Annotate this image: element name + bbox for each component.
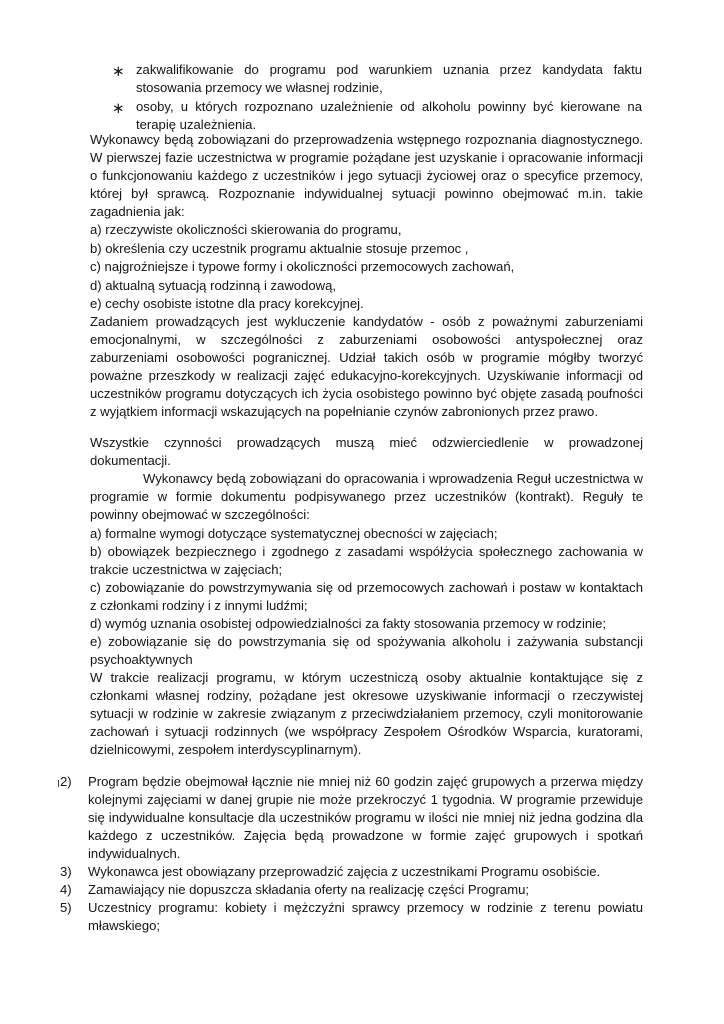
documentation-paragraph: Wszystkie czynności prowadzących muszą mieć odzwierciedlenie w prowadzonej dokumentacji.: [90, 435, 643, 468]
bullet-icon: ∗: [112, 100, 125, 117]
margin-mark: [58, 780, 59, 787]
list-item: d) aktualną sytuacją rodzinną i zawodową,: [90, 278, 337, 293]
list-item: a) rzeczywiste okoliczności skierowania do programu,: [90, 222, 402, 237]
item-number: 2): [60, 774, 72, 789]
item-number: 3): [60, 864, 72, 879]
list-item: a) formalne wymogi dotyczące systematycznej obecności w zajęciach;: [90, 526, 498, 541]
list-item: e) zobowiązanie się do powstrzymania się od spożywania alkoholu i zażywania substancji psychoaktywnych: [90, 634, 643, 667]
bullet-item: osoby, u których rozpoznano uzależnienie od alkoholu powinny być kierowane na terapię uzależnienia.: [136, 99, 642, 132]
lead-paragraph: Zadaniem prowadzących jest wykluczenie kandydatów - osób z poważnymi zaburzeniami emocjonalnymi, w szczególności z zaburzeniami osobowości antyspołecznej oraz zaburzeniami osobowości pogranicznej. Udział takich osób w programie mógłby tworzyć poważne przeszkody w realizacji zajęć edukacyjno-korekcyjnych. Uzyskiwanie informacji od uczestników programu dotyczących ich życia osobistego powinno być objęte zasadą poufności z wyjątkiem informacji wskazujących na popełnianie czynów zabronionych przez prawo.: [90, 314, 643, 419]
numbered-item: Wykonawca jest obowiązany przeprowadzić zajęcia z uczestnikami Programu osobiście.: [88, 864, 601, 879]
numbered-item: Zamawiający nie dopuszcza składania oferty na realizację części Programu;: [88, 882, 530, 897]
item-number: 5): [60, 900, 72, 915]
numbered-item: Uczestnicy programu: kobiety i mężczyźni sprawcy przemocy w rodzinie z terenu powiatu mławskiego;: [88, 900, 643, 933]
numbered-item: Program będzie obejmował łącznie nie mniej niż 60 godzin zajęć grupowych a przerwa między kolejnymi zajęciami w danej grupie nie może przekroczyć 1 tygodnia. W programie przewiduje się indywidualne konsultacje dla uczestników programu w ilości nie mniej niż jedna godzina dla każdego z uczestników. Zajęcia będą prowadzone w formie zajęć grupowych i spotkań indywidualnych.: [88, 774, 643, 861]
item-number: 4): [60, 882, 72, 897]
list-item: b) obowiązek bezpiecznego i zgodnego z zasadami współżycia społecznego zachowania w trakcie uczestnictwa w zajęciach;: [90, 544, 643, 577]
list-item: d) wymóg uznania osobistej odpowiedzialności za fakty stosowania przemocy w rodzinie;: [90, 616, 607, 631]
list-item: b) określenia czy uczestnik programu aktualnie stosuje przemoc ,: [90, 241, 469, 256]
monitoring-paragraph: W trakcie realizacji programu, w którym uczestniczą osoby aktualnie kontaktujące się z członkami własnej rodziny, pożądane jest okresowe uzyskiwanie informacji o rzeczywistej sytuacji w rodzinie w zakresie związanym z przeciwdziałaniem przemocy, czyli monitorowanie zachowań i sytuacji rodzinnych (we współpracy Zespołem Ośrodków Wsparcia, kuratorami, dzielnicowymi, zespołem interdyscyplinarnym).: [90, 670, 643, 757]
list-item: c) zobowiązanie do powstrzymywania się od przemocowych zachowań i postaw w kontaktach z członkami rodziny i z innymi ludźmi;: [90, 580, 643, 613]
list-item: c) najgroźniejsze i typowe formy i okoliczności przemocowych zachowań,: [90, 259, 515, 274]
rules-paragraph: Wykonawcy będą zobowiązani do opracowania i wprowadzenia Reguł uczestnictwa w programie w formie dokumentu podpisywanego przez uczestników (kontrakt). Reguły te powinny obejmować w szczególności:: [90, 471, 643, 522]
list-item: e) cechy osobiste istotne dla pracy korekcyjnej.: [90, 296, 364, 311]
bullet-icon: ∗: [112, 63, 125, 80]
diagnostic-paragraph: Wykonawcy będą zobowiązani do przeprowadzenia wstępnego rozpoznania diagnostycznego. W pierwszej fazie uczestnictwa w programie pożądane jest uzyskanie i opracowanie informacji o funkcjonowaniu każdego z uczestników i jego sytuacji życiowej oraz o specyfice przemocy, której był sprawcą. Rozpoznanie indywidualnej sytuacji powinno obejmować m.in. takie zagadnienia jak:: [90, 132, 643, 219]
bullet-item: zakwalifikowanie do programu pod warunkiem uznania przez kandydata faktu stosowania przemocy we własnej rodzinie,: [136, 62, 642, 95]
